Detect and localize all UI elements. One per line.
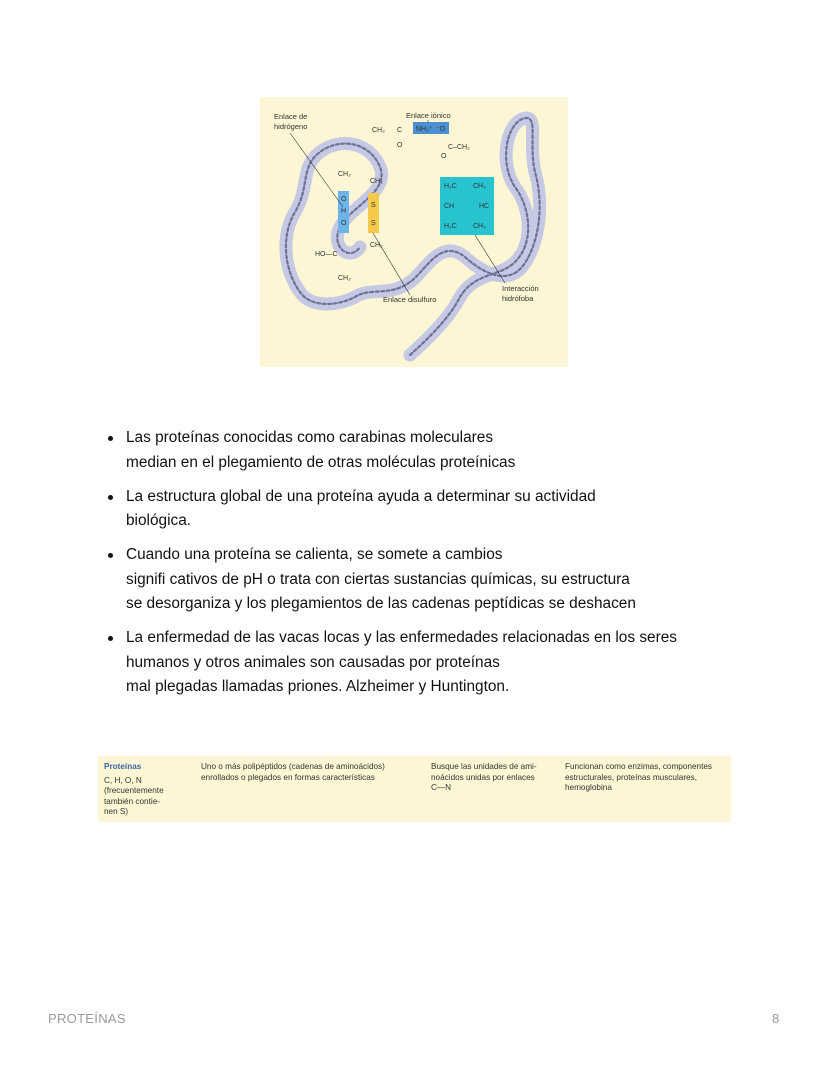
svg-text:S: S: [371, 220, 376, 227]
table-cell-description: Uno o más polipéptidos (cadenas de aminoácidos) enrollados o plegados en formas características: [201, 762, 385, 782]
disulfide-bond-box: [368, 193, 379, 233]
table-cell-function: Funcionan como enzimas, componentes estructurales, proteínas musculares, hemoglobina: [565, 762, 712, 792]
svg-text:H₃C: H₃C: [444, 223, 457, 230]
svg-text:CH₂: CH₂: [370, 178, 383, 185]
svg-text:CH₂: CH₂: [338, 275, 351, 282]
hydrophobic-label: Interacción: [502, 284, 539, 293]
svg-text:C–CH₂: C–CH₂: [448, 144, 470, 151]
svg-text:CH₂: CH₂: [372, 127, 385, 134]
svg-text:CH₂: CH₂: [370, 242, 383, 249]
table-cell-identify: Busque las unidades de ami- noácidos unidas por enlaces C—N: [431, 762, 537, 792]
svg-text:HC: HC: [479, 203, 490, 210]
bullet-item: La enfermedad de las vacas locas y las enfermedades relacionadas en los seres humanos y otros animales son causadas por proteínas mal plegadas llamadas priones. Alzheimer y Huntington.: [104, 626, 744, 700]
svg-text:H: H: [341, 208, 347, 215]
svg-text:CH₃: CH₃: [473, 183, 486, 190]
svg-text:H₃C: H₃C: [444, 183, 457, 190]
svg-text:O: O: [441, 153, 447, 160]
svg-text:O: O: [341, 220, 347, 227]
svg-text:⁻O: ⁻O: [436, 126, 446, 133]
bullet-list: [104, 426, 744, 709]
footer-title: PROTEÍNAS: [48, 1011, 126, 1026]
hydrophobic-label-2: hidrófoba: [502, 294, 534, 303]
ionic-bond-label: Enlace iónico: [406, 111, 451, 120]
hydrogen-bond-label-2: hidrógeno: [274, 122, 308, 131]
bullet-item: La estructura global de una proteína ayuda a determinar su actividad biológica.: [104, 485, 744, 534]
svg-text:HO—C: HO—C: [315, 251, 338, 258]
table-cell-elements: Proteínas C, H, O, N (frecuentemente también contie- nen S): [104, 762, 194, 818]
hydrogen-bond-label: Enlace de: [274, 112, 308, 121]
svg-text:CH: CH: [444, 203, 455, 210]
page-number: 8: [772, 1011, 780, 1026]
bullet-item: Las proteínas conocidas como carabinas moleculares median en el plegamiento de otras moléculas proteínicas: [104, 426, 744, 475]
disulfide-bond-label: Enlace disulfuro: [383, 295, 437, 304]
protein-summary-table: [98, 756, 731, 822]
protein-diagram: [260, 97, 568, 367]
table-title: Proteínas: [104, 762, 142, 771]
protein-ribbon: [286, 118, 540, 355]
bullet-item: Cuando una proteína se calienta, se somete a cambios signifi cativos de pH o trata con ciertas sustancias químicas, su estructura se desorganiza y los plegamientos de las cadenas peptídicas se deshacen: [104, 543, 744, 617]
svg-text:CH₃: CH₃: [473, 223, 486, 230]
svg-text:O: O: [341, 196, 347, 203]
svg-text:CH₂: CH₂: [338, 171, 351, 178]
protein-structure-figure: [260, 97, 568, 367]
svg-text:O: O: [397, 142, 403, 149]
svg-text:NH₃⁺: NH₃⁺: [416, 126, 433, 133]
svg-text:S: S: [371, 202, 376, 209]
svg-text:C: C: [397, 127, 403, 134]
